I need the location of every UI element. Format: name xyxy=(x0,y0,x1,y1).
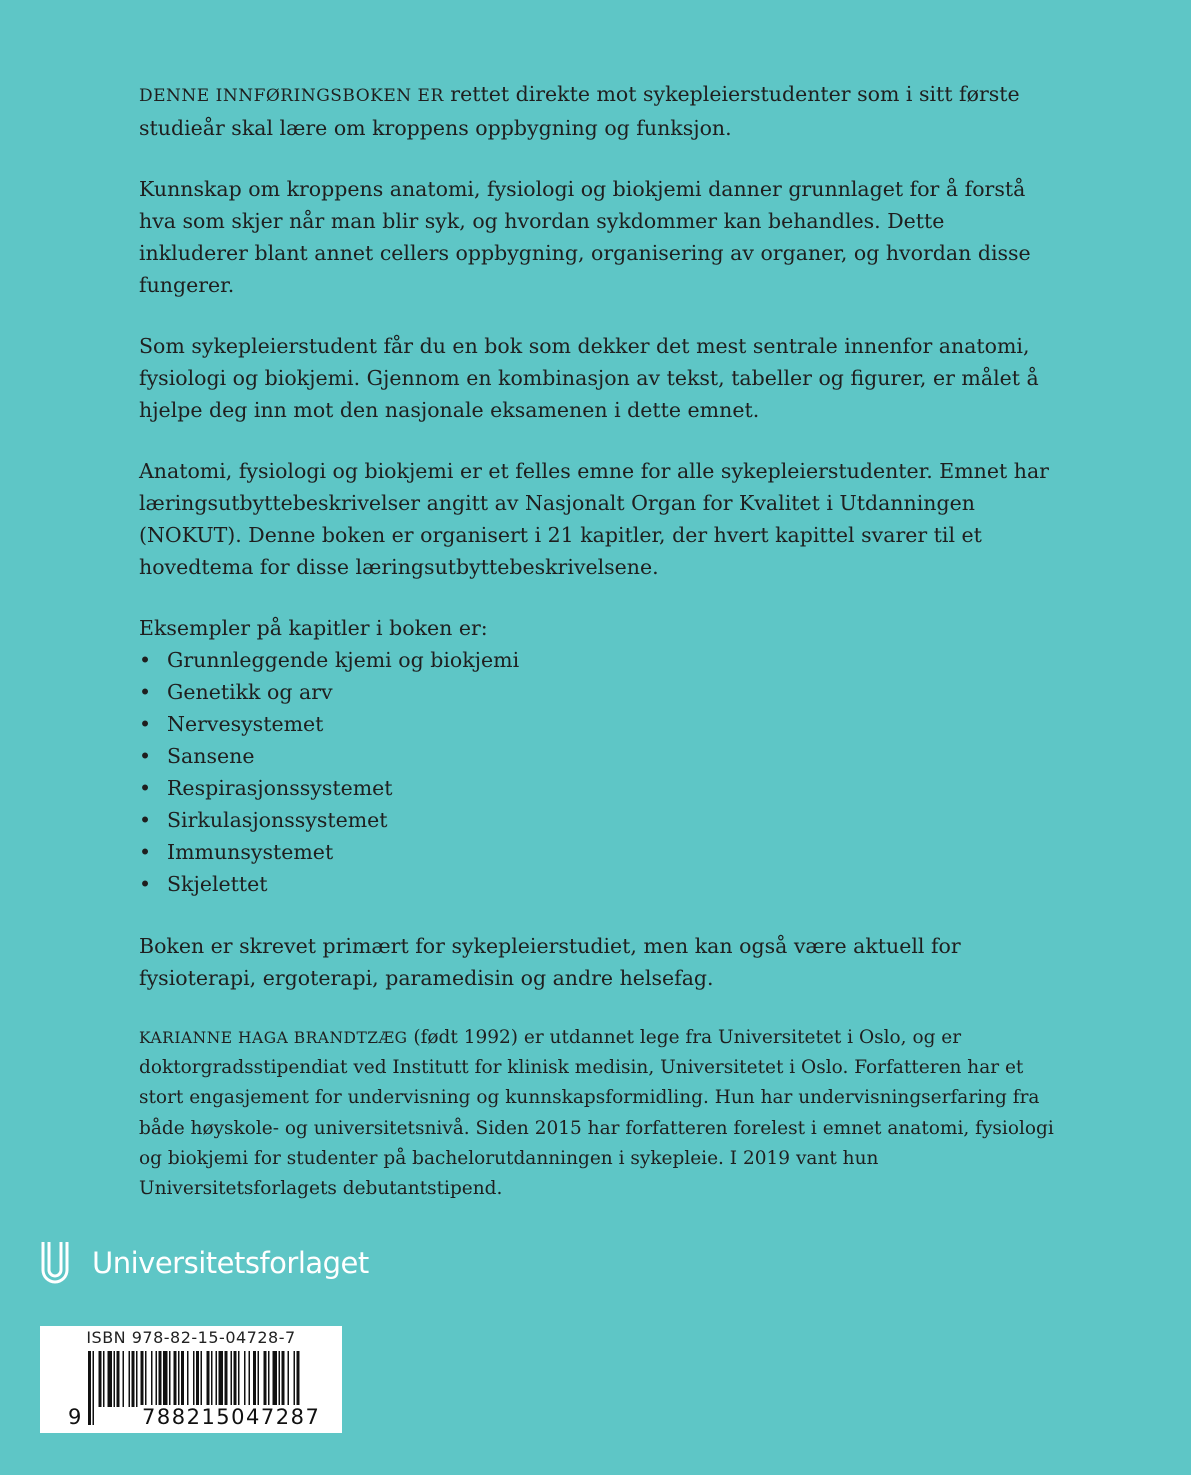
body-paragraph: Kunnskap om kroppens anatomi, fysiologi og biokjemi danner grunnlaget for å forstå hva som skjer når man blir syk, og hvordan sykdommer kan behandles. Dette inkluderer blant annet cellers oppbygning, organisering av organer, og hvordan disse fungerer. xyxy=(139,177,1031,297)
barcode-bar xyxy=(132,1351,135,1407)
barcode-bar xyxy=(159,1351,162,1407)
barcode-bar xyxy=(108,1351,113,1407)
barcode-bar xyxy=(129,1351,131,1407)
intro-caps: DENNE INNFØRINGSBOKEN ER xyxy=(139,86,444,106)
closing-paragraph: Boken er skrevet primært for sykepleierstudiet, men kan også være aktuell for fysioterapi, ergoterapi, paramedisin og andre helsefag. xyxy=(139,934,961,990)
isbn-label: ISBN 978-82-15-04728-7 xyxy=(86,1328,296,1347)
chapter-item: • Sirkulasjonssystemet xyxy=(139,804,1059,836)
isbn-barcode xyxy=(40,1326,342,1433)
barcode-bar xyxy=(145,1351,147,1407)
chapter-item: • Skjelettet xyxy=(139,868,1059,900)
publisher-logo xyxy=(40,1240,369,1286)
chapter-item: • Grunnleggende kjemi og biokjemi xyxy=(139,644,1059,676)
publisher-name: Universitetsforlaget xyxy=(92,1246,369,1280)
barcode-bar xyxy=(264,1351,267,1407)
barcode-bar xyxy=(258,1351,260,1407)
body-paragraph: Som sykepleierstudent får du en bok som dekker det mest sentrale innenfor anatomi, fysiologi og biokjemi. Gjennom en kombinasjon av tekst, tabeller og figurer, er målet å hjelpe deg inn mot den nasjonale eksamenen i dette emnet. xyxy=(139,334,1039,422)
author-name: KARIANNE HAGA BRANDTZÆG xyxy=(139,1029,408,1047)
barcode-bar xyxy=(123,1351,125,1407)
barcode-bar xyxy=(211,1351,213,1407)
barcode-bar xyxy=(163,1351,168,1407)
back-cover-text xyxy=(139,78,1059,1204)
barcode-bar xyxy=(88,1351,91,1425)
barcode-bar xyxy=(297,1351,300,1407)
chapter-item: • Nervesystemet xyxy=(139,708,1059,740)
barcode-bar xyxy=(193,1351,195,1407)
barcode-bar xyxy=(99,1351,102,1407)
barcode-bar xyxy=(114,1351,116,1407)
barcode-bar xyxy=(141,1351,144,1407)
chapter-list xyxy=(139,644,1059,900)
barcode-bar xyxy=(178,1351,180,1407)
barcode-bar xyxy=(136,1351,138,1407)
barcode-bar xyxy=(234,1351,237,1407)
chapter-item: • Respirasjonssystemet xyxy=(139,772,1059,804)
barcode-bar xyxy=(151,1351,153,1407)
barcode-bar xyxy=(207,1351,210,1407)
barcode-bar xyxy=(294,1351,296,1407)
universitetsforlaget-logo-icon xyxy=(40,1240,70,1286)
barcode-bar xyxy=(187,1351,189,1407)
barcode-bar xyxy=(288,1351,290,1407)
barcode-bar xyxy=(181,1351,184,1407)
barcode-bar xyxy=(279,1351,281,1407)
barcode-bar xyxy=(156,1351,158,1407)
author-bio xyxy=(139,1023,1059,1204)
body-paragraph: Anatomi, fysiologi og biokjemi er et felles emne for alle sykepleierstudenter. Emnet har læringsutbyttebeskrivelser angitt av Nasjonalt Organ for Kvalitet i Utdanningen (NOKUT). Denne boken er organisert i 21 kapitler, der hvert kapittel svarer til et hovedtema for disse læringsutbyttebeskrivelsene. xyxy=(139,459,1049,579)
barcode-bar xyxy=(196,1351,199,1407)
intro-text: rettet direkte mot sykepleierstudenter som i sitt første studieår skal lære om kroppens oppbygning og funksjon. xyxy=(139,82,1020,140)
barcode-bar xyxy=(201,1351,203,1407)
barcode-bar xyxy=(244,1351,246,1407)
barcode-bar xyxy=(103,1351,105,1407)
barcode-bar xyxy=(117,1351,120,1407)
barcode-bar xyxy=(282,1351,285,1407)
barcode-bar xyxy=(253,1351,256,1407)
barcode-bar xyxy=(231,1351,233,1407)
barcode-bar xyxy=(216,1351,218,1407)
ean-first-digit: 9 xyxy=(68,1405,82,1429)
barcode-bar xyxy=(169,1351,171,1407)
barcode-bar xyxy=(93,1351,95,1425)
barcode-bar xyxy=(174,1351,177,1407)
barcode-bar xyxy=(238,1351,240,1407)
chapter-item: • Genetikk og arv xyxy=(139,676,1059,708)
ean-digits: 788215047287 xyxy=(142,1405,321,1429)
barcode-bar xyxy=(225,1351,228,1407)
author-bio-text: (født 1992) er utdannet lege fra Universitetet i Oslo, og er doktorgradsstipendiat ved Institutt for klinisk medisin, Universitetet i Oslo. Forfatteren har et stort engasjement for undervisning og kunnskapsformidling. Hun har undervisningserfaring fra både høyskole- og universitetsnivå. Siden 2015 har forfatteren forelest i emnet anatomi, fysiologi og biokjemi for studenter på bachelorutdanningen i sykepleie. I 2019 vant hun Universitetsforlagets debutantstipend. xyxy=(139,1027,1054,1200)
barcode-bar xyxy=(268,1351,270,1407)
chapter-item: • Sansene xyxy=(139,740,1059,772)
barcode-bar xyxy=(273,1351,278,1407)
barcode-bar xyxy=(219,1351,224,1407)
chapters-label: Eksempler på kapitler i boken er: xyxy=(139,616,488,640)
chapter-item: • Immunsystemet xyxy=(139,836,1059,868)
intro-paragraph xyxy=(139,78,1059,144)
